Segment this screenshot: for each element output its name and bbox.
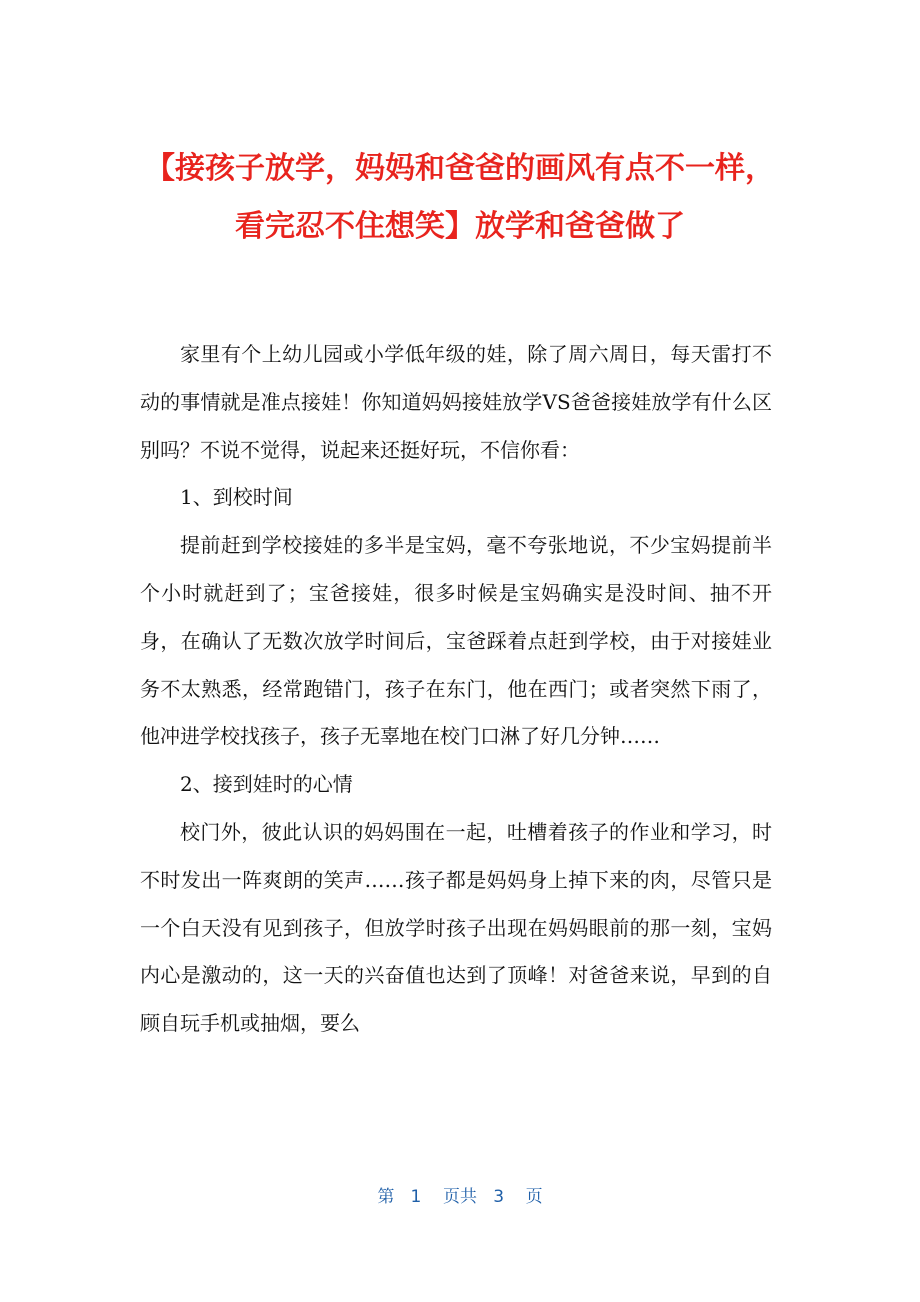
- footer-middle: 页共: [443, 1187, 477, 1207]
- section-heading-2: 2、接到娃时的心情: [180, 772, 353, 797]
- paragraph-pickup-mood: 校门外，彼此认识的妈妈围在一起，吐槽着孩子的作业和学习，时不时发出一阵爽朗的笑声……孩子都是妈妈身上掉下来的肉，尽管只是一个白天没有见到孩子，但放学时孩子出现在妈妈眼前的那一刻，宝妈内心是激动的，这一天的兴奋值也达到了顶峰！对爸爸来说，早到的自顾自玩手机或抽烟，要么: [140, 819, 772, 1036]
- document-title: 【接孩子放学，妈妈和爸爸的画风有点不一样，看完忍不住想笑】放学和爸爸做了: [145, 151, 775, 244]
- footer-current-page: 1: [410, 1187, 422, 1207]
- paragraph-intro: 家里有个上幼儿园或小学低年级的娃，除了周六周日，每天雷打不动的事情就是准点接娃！你知道妈妈接娃放学VS爸爸接娃放学有什么区别吗？不说不觉得，说起来还挺好玩，不信你看：: [140, 342, 772, 462]
- footer-suffix: 页: [525, 1187, 543, 1207]
- paragraph-arrival-time: 提前赶到学校接娃的多半是宝妈，毫不夸张地说，不少宝妈提前半个小时就赶到了；宝爸接娃，很多时候是宝妈确实是没时间、抽不开身，在确认了无数次放学时间后，宝爸踩着点赶到学校，由于对接娃业务不太熟悉，经常跑错门，孩子在东门，他在西门；或者突然下雨了，他冲进学校找孩子，孩子无辜地在校门口淋了好几分钟……: [140, 533, 772, 749]
- section-heading-1: 1、到校时间: [180, 485, 293, 510]
- footer-prefix: 第: [377, 1187, 395, 1207]
- document-body: [140, 331, 772, 1048]
- page-footer: [0, 1183, 920, 1211]
- footer-total-pages: 3: [493, 1187, 505, 1207]
